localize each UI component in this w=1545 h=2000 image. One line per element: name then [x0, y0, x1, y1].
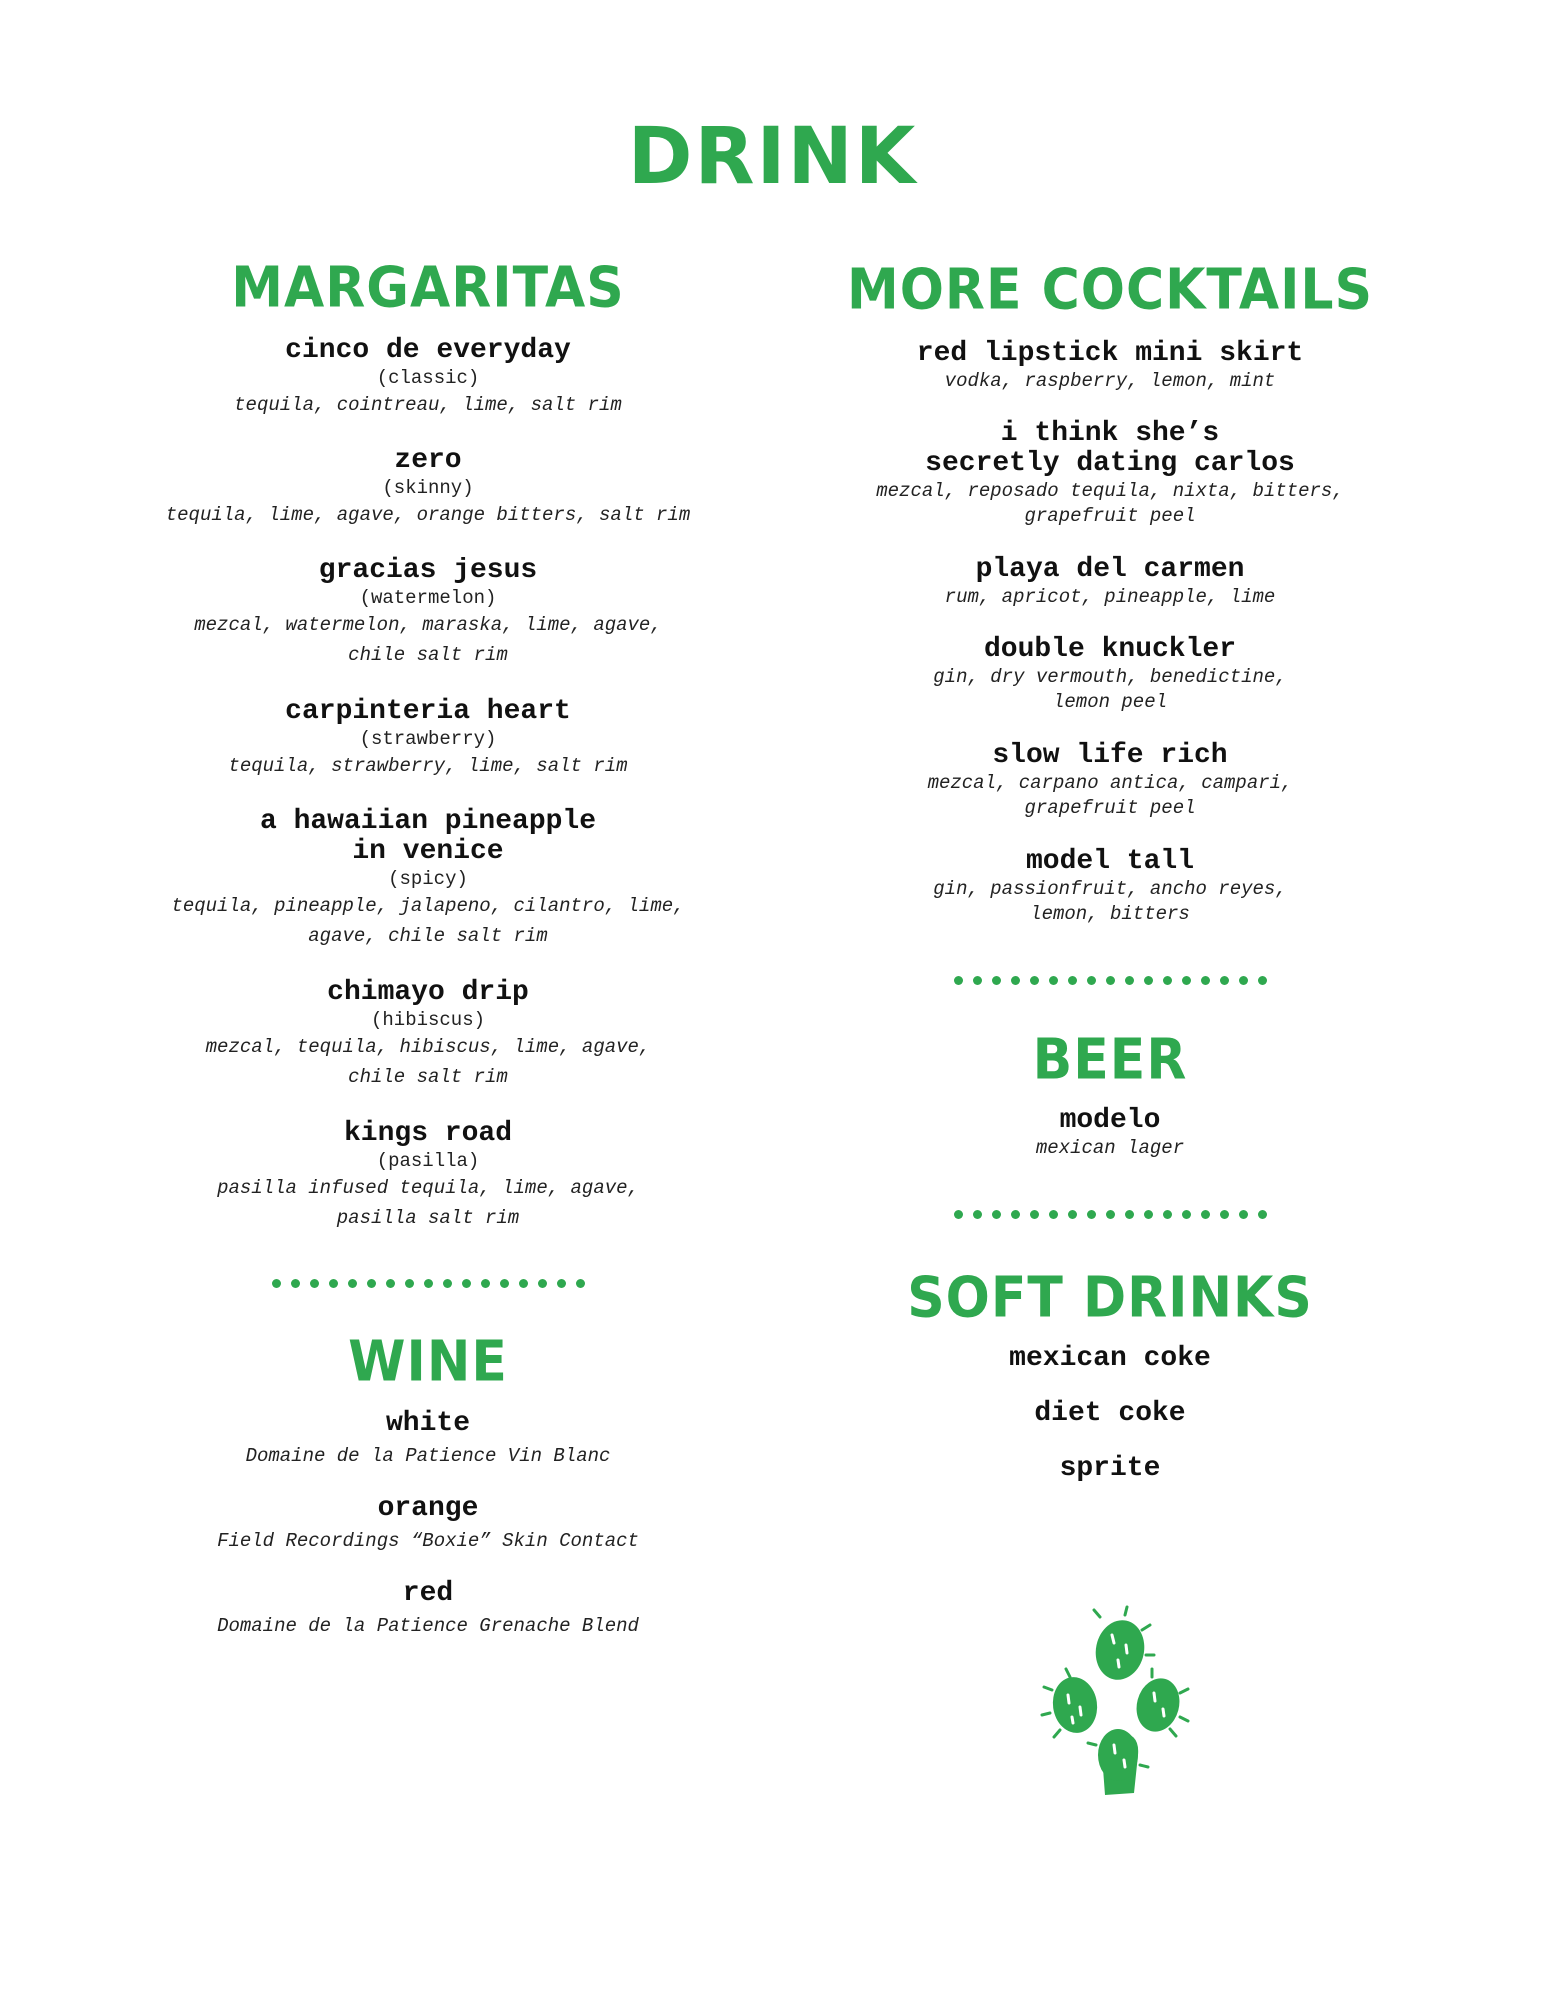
menu-item [128, 1494, 728, 1556]
menu-item [128, 697, 728, 781]
menu-item [128, 807, 728, 951]
menu-item [128, 336, 728, 420]
item-description: Domaine de la Patience Vin Blanc [245, 1445, 611, 1467]
page-title: DRINK [627, 112, 918, 202]
menu-item [128, 978, 728, 1092]
menu-item [840, 847, 1380, 927]
item-description: Field Recordings “Boxie” Skin Contact [217, 1530, 639, 1552]
item-ingredients: tequila, lime, agave, orange bitters, salt rim [165, 504, 691, 526]
item-name: chimayo drip [327, 977, 529, 1008]
item-ingredients: pasilla infused tequila, lime, agave, pasilla salt rim [217, 1177, 639, 1229]
menu-item [840, 1344, 1380, 1374]
beer-section [840, 1027, 1380, 1093]
menu-item [840, 1454, 1380, 1484]
item-style: (spicy) [388, 868, 468, 890]
item-ingredients: rum, apricot, pineapple, lime [944, 586, 1276, 608]
section-heading: MARGARITAS [231, 255, 625, 321]
item-name: red [402, 1578, 454, 1609]
cactus-icon [1030, 1605, 1200, 1800]
item-name: i think she’s secretly dating carlos [925, 418, 1295, 479]
dotted-divider [840, 1210, 1380, 1219]
item-name: white [385, 1408, 470, 1439]
item-name: a hawaiian pineapple in venice [259, 806, 597, 867]
item-ingredients: tequila, cointreau, lime, salt rim [234, 394, 622, 416]
item-name: orange [377, 1493, 479, 1524]
menu-item [128, 1579, 728, 1641]
menu-item [840, 1399, 1380, 1429]
menu-item [128, 556, 728, 670]
item-style: (strawberry) [359, 728, 497, 750]
item-name: slow life rich [992, 740, 1228, 771]
menu-item [840, 419, 1380, 529]
item-name: model tall [1025, 846, 1195, 877]
item-name: gracias jesus [318, 555, 538, 586]
soft-drinks-section [840, 1265, 1380, 1331]
item-name: diet coke [1034, 1398, 1186, 1429]
margaritas-section [128, 255, 728, 321]
item-ingredients: mezcal, reposado tequila, nixta, bitters, grapefruit peel [876, 480, 1344, 527]
more-cocktails-section [840, 257, 1380, 323]
item-description: mexican lager [1035, 1137, 1185, 1159]
item-ingredients: vodka, raspberry, lemon, mint [944, 370, 1276, 392]
section-heading: MORE COCKTAILS [846, 257, 1374, 323]
section-heading: SOFT DRINKS [907, 1265, 1313, 1331]
item-ingredients: mezcal, tequila, hibiscus, lime, agave, chile salt rim [205, 1036, 651, 1088]
item-name: double knuckler [983, 634, 1237, 665]
menu-item [840, 741, 1380, 821]
menu-item [840, 339, 1380, 394]
item-ingredients: tequila, pineapple, jalapeno, cilantro, lime, agave, chile salt rim [171, 895, 685, 947]
item-name: sprite [1059, 1453, 1161, 1484]
wine-section [128, 1329, 728, 1395]
item-description: Domaine de la Patience Grenache Blend [217, 1615, 639, 1637]
dotted-divider [128, 1279, 728, 1288]
item-style: (classic) [376, 367, 480, 389]
section-heading: WINE [348, 1329, 508, 1395]
item-ingredients: mezcal, watermelon, maraska, lime, agave, chile salt rim [194, 614, 662, 666]
item-ingredients: mezcal, carpano antica, campari, grapefruit peel [927, 772, 1293, 819]
dotted-divider [840, 976, 1380, 985]
item-name: playa del carmen [975, 554, 1245, 585]
menu-item [840, 635, 1380, 715]
item-name: carpinteria heart [285, 696, 571, 727]
item-name: red lipstick mini skirt [916, 338, 1304, 369]
menu-item [128, 1409, 728, 1471]
menu-item [840, 1106, 1380, 1161]
item-style: (pasilla) [376, 1150, 480, 1172]
menu-item [840, 555, 1380, 610]
item-style: (skinny) [382, 477, 474, 499]
item-ingredients: gin, dry vermouth, benedictine, lemon peel [933, 666, 1287, 713]
item-name: zero [394, 445, 462, 476]
menu-item [128, 446, 728, 530]
item-style: (hibiscus) [370, 1009, 486, 1031]
item-name: mexican coke [1009, 1343, 1211, 1374]
item-name: modelo [1059, 1105, 1161, 1136]
item-ingredients: tequila, strawberry, lime, salt rim [228, 755, 628, 777]
item-ingredients: gin, passionfruit, ancho reyes, lemon, bitters [933, 878, 1287, 925]
section-heading: BEER [1032, 1027, 1188, 1093]
item-name: kings road [343, 1118, 513, 1149]
item-style: (watermelon) [359, 587, 497, 609]
item-name: cinco de everyday [285, 335, 571, 366]
menu-item [128, 1119, 728, 1233]
